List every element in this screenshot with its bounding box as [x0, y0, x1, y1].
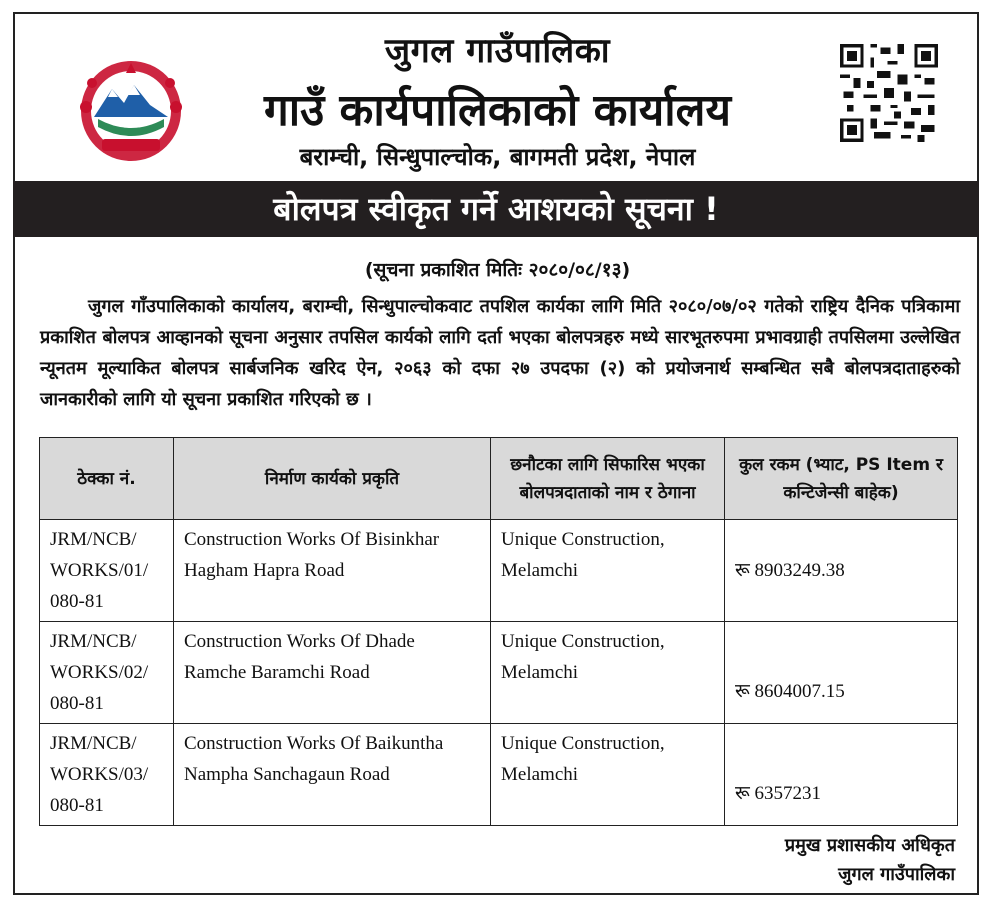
notice-title-banner: बोलपत्र स्वीकृत गर्ने आशयको सूचना !	[13, 181, 979, 237]
amount-cell: रू 8903249.38	[725, 520, 958, 622]
municipality-name: जुगल गाउँपालिका	[384, 31, 611, 71]
notice-body	[40, 291, 960, 415]
contract-no-line: JRM/NCB/	[50, 631, 137, 652]
table-header-row	[40, 438, 958, 520]
office-address: बराम्ची, सिन्धुपाल्चोक, बागमती प्रदेश, नेपाल	[299, 143, 696, 171]
contract-no-line: JRM/NCB/	[50, 733, 137, 754]
amount-cell: रू 8604007.15	[725, 622, 958, 724]
table-row	[40, 622, 958, 724]
work-cell: Construction Works Of Bisinkhar Hagham Hapra Road	[174, 520, 491, 622]
published-date: (सूचना प्रकाशित मितिः २०८०/०८/१३)	[364, 259, 631, 281]
notice-body-text: जुगल गाँउपालिकाको कार्यालय, बराम्ची, सिन्धुपाल्चोकवाट तपशिल कार्यका लागि मिति २०८०/०७/०२ गतेको राष्ट्रिय दैनिक पत्रिकामा प्रकाशित बोलपत्र आव्हानको सूचना अनुसार तपसिल कार्यको लागि दर्ता भएका बोलपत्रहरु मध्ये सारभूतरुपमा प्रभावग्राही तपसिलमा उल्लेखित न्यूनतम मूल्याकित बोलपत्र सार्बजनिक खरिद ऐन, २०६३ को दफा २७ उपदफा (२) को प्रयोजनार्थ सम्बन्धित सबै बोलपत्रदाताहरुको जानकारीको लागि यो सूचना प्रकाशित गरिएको छ ।	[40, 296, 960, 410]
contract-no-line: JRM/NCB/	[50, 529, 137, 550]
header-amount: कुल रकम (भ्याट, PS Item र कन्टिजेन्सी बाहेक)	[725, 438, 958, 520]
header-work-nature: निर्माण कार्यको प्रकृति	[174, 438, 491, 520]
bidder-cell: Unique Construction, Melamchi	[491, 622, 725, 724]
table-row	[40, 724, 958, 826]
contract-no-line: 080-81	[50, 693, 104, 714]
contract-no-line: WORKS/01/	[50, 560, 149, 581]
contract-no-line: 080-81	[50, 591, 104, 612]
signatory-office: जुगल गाउँपालिका	[838, 864, 955, 885]
contract-no-cell	[40, 724, 174, 826]
table-row	[40, 520, 958, 622]
signatory-designation: प्रमुख प्रशासकीय अधिकृत	[784, 835, 955, 856]
contract-no-line: WORKS/02/	[50, 662, 149, 683]
work-cell: Construction Works Of Dhade Ramche Baramchi Road	[174, 622, 491, 724]
bidder-cell: Unique Construction, Melamchi	[491, 520, 725, 622]
header-contract-no: ठेक्का नं.	[40, 438, 174, 520]
contract-no-cell	[40, 622, 174, 724]
office-title: गाउँ कार्यपालिकाको कार्यालय	[263, 85, 732, 136]
bidder-cell: Unique Construction, Melamchi	[491, 724, 725, 826]
header-bidder: छनौटका लागि सिफारिस भएका बोलपत्रदाताको नाम र ठेगाना	[491, 438, 725, 520]
work-cell: Construction Works Of Baikuntha Nampha Sanchagaun Road	[174, 724, 491, 826]
amount-cell: रू 6357231	[725, 724, 958, 826]
contract-no-cell	[40, 520, 174, 622]
contract-no-line: 080-81	[50, 795, 104, 816]
tender-table	[39, 437, 958, 826]
contract-no-line: WORKS/03/	[50, 764, 149, 785]
